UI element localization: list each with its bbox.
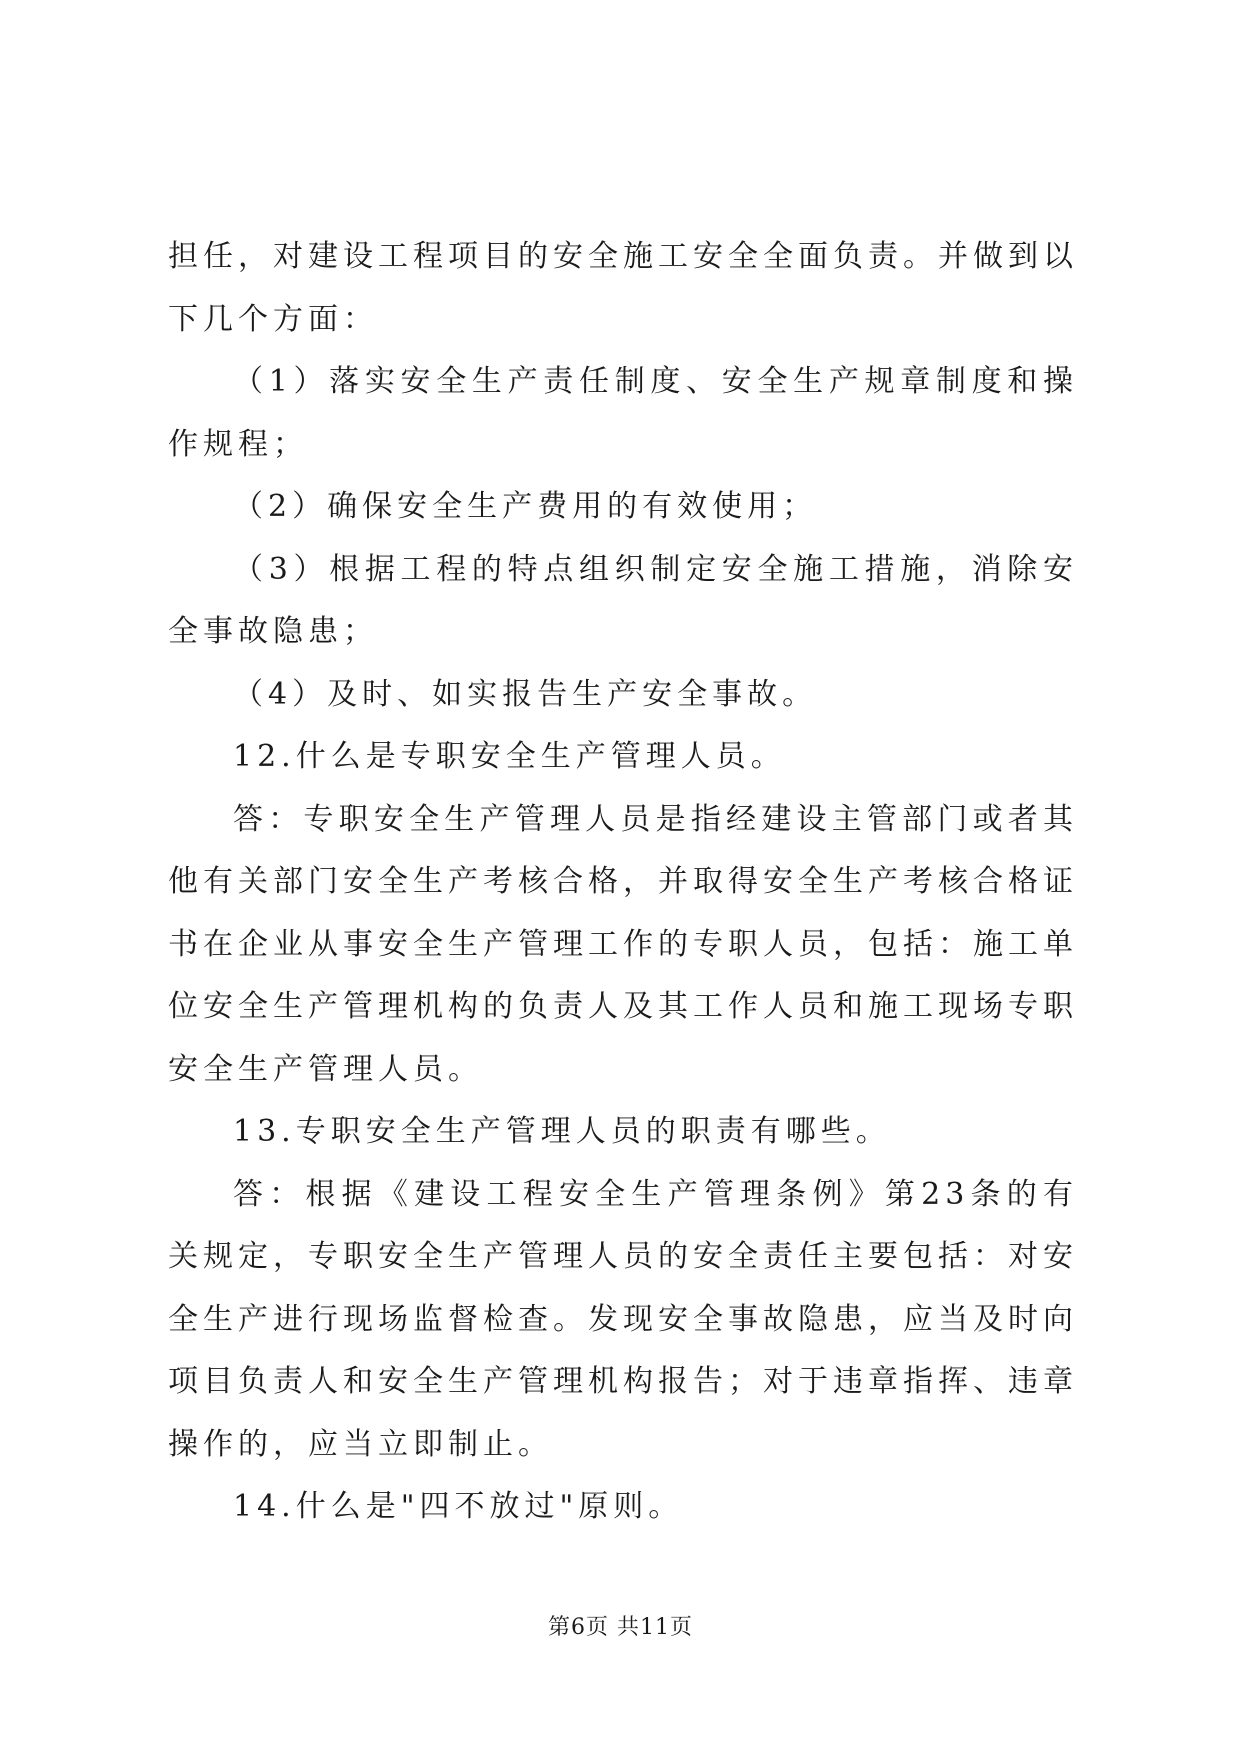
paragraph: 担任，对建设工程项目的安全施工安全全面负责。并做到以下几个方面： bbox=[168, 239, 1078, 337]
paragraph: （2）确保安全生产费用的有效使用； bbox=[233, 489, 818, 524]
answer-paragraph: 答：专职安全生产管理人员是指经建设主管部门或者其他有关部门安全生产考核合格，并取得安全生产考核合格证书在企业从事安全生产管理工作的专职人员，包括：施工单位安全生产管理机构的负责人及其工作人员和施工现场专职安全生产管理人员。 bbox=[168, 801, 1078, 1087]
question-heading: 12.什么是专职安全生产管理人员。 bbox=[233, 739, 786, 774]
paragraph: （4）及时、如实报告生产安全事故。 bbox=[233, 676, 818, 712]
page-number-footer: 第6页 共11页 bbox=[548, 1615, 693, 1640]
paragraph: （3）根据工程的特点组织制定安全施工措施，消除安全事故隐患； bbox=[168, 551, 1078, 649]
answer-paragraph: 答：根据《建设工程安全生产管理条例》第23条的有关规定，专职安全生产管理人员的安全责任主要包括：对安全生产进行现场监督检查。发现安全事故隐患，应当及时向项目负责人和安全生产管理机构报告；对于违章指挥、违章操作的，应当立即制止。 bbox=[168, 1176, 1078, 1462]
question-heading: 13.专职安全生产管理人员的职责有哪些。 bbox=[233, 1114, 891, 1149]
paragraph: （1）落实安全生产责任制度、安全生产规章制度和操作规程； bbox=[168, 364, 1078, 462]
question-heading: 14.什么是"四不放过"原则。 bbox=[233, 1489, 684, 1524]
document-body bbox=[168, 226, 1078, 1539]
